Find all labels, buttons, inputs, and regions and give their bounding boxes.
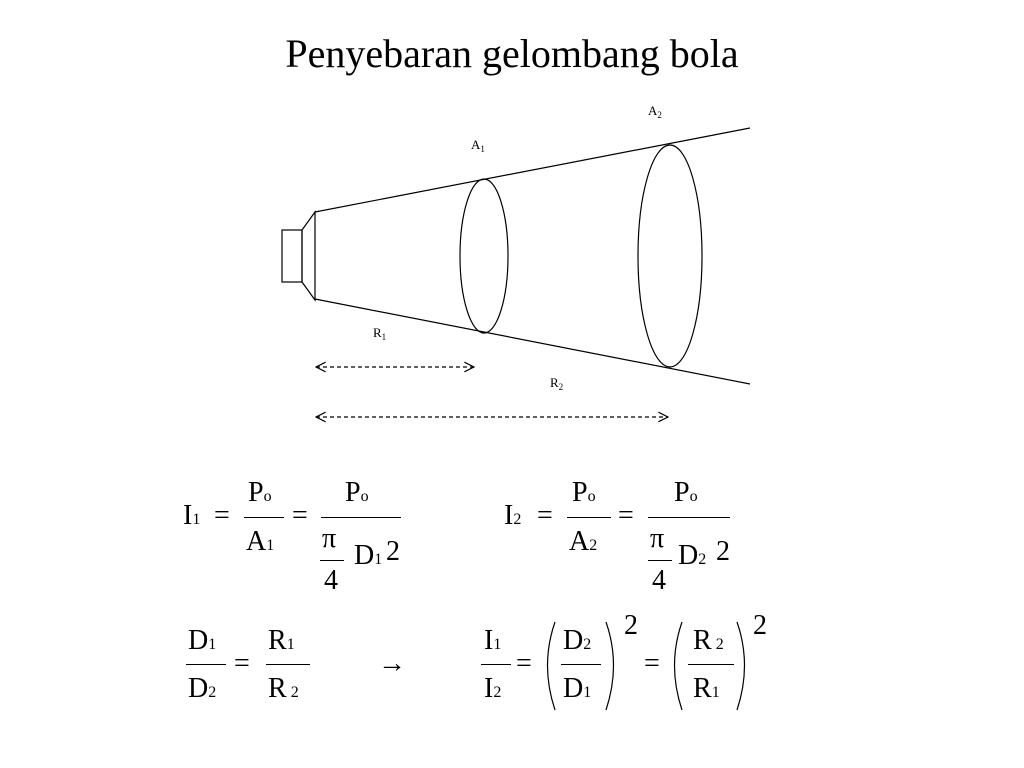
- eq3-r2: R 2: [268, 673, 299, 704]
- cone-upper-line: [315, 128, 750, 212]
- paren-right-1: [606, 622, 614, 710]
- eq4-d2: D2: [563, 625, 592, 656]
- eq4-equals-1: =: [516, 648, 532, 679]
- label-a1: $A_1$: [471, 137, 485, 154]
- cone-lower-line: [315, 299, 750, 384]
- source-box: [282, 230, 302, 282]
- eq4-i2: I2: [484, 673, 502, 704]
- eq1-d: D1: [354, 540, 383, 571]
- eq2-d: D2: [678, 540, 707, 571]
- eq1-num-2: Po: [345, 477, 369, 508]
- eq1-den-1: A1: [246, 526, 275, 557]
- eq2-exp: 2: [716, 536, 730, 567]
- area-a2-ellipse: [638, 145, 702, 367]
- eq3-frac-line-1: [186, 664, 226, 665]
- eq2-four: 4: [652, 565, 666, 596]
- eq1-exp: 2: [386, 536, 400, 567]
- eq1-pi-frac-line: [320, 560, 344, 561]
- eq3-d2: D2: [188, 673, 217, 704]
- eq4-d1: D1: [563, 673, 592, 704]
- eq4-exp-1: 2: [624, 610, 638, 641]
- eq4-equals-2: =: [644, 648, 660, 679]
- eq2-num-2: Po: [674, 477, 698, 508]
- paren-right-2: [737, 622, 745, 710]
- label-r1: $R_1$: [373, 325, 387, 342]
- eq4-exp-2: 2: [753, 610, 767, 641]
- eq1-frac-line-1: [244, 517, 284, 518]
- eq3-r1: R1: [268, 625, 295, 656]
- eq1-i: I1: [183, 500, 201, 531]
- eq1-num-1: Po: [248, 477, 272, 508]
- paren-left-2: [675, 622, 683, 710]
- eq1-equals-2: =: [292, 500, 308, 531]
- eq2-equals-1: =: [537, 500, 553, 531]
- eq1-equals-1: =: [214, 500, 230, 531]
- label-r2: $R_2$: [550, 375, 564, 392]
- area-a1-ellipse: [460, 179, 508, 333]
- eq4-frac-line-1: [481, 664, 511, 665]
- implies-arrow: →: [378, 648, 406, 679]
- paren-left-1: [548, 622, 556, 710]
- eq3-equals: =: [234, 648, 250, 679]
- eq4-i1: I1: [484, 625, 502, 656]
- eq4-r1: R1: [693, 673, 720, 704]
- eq2-i: I2: [504, 500, 522, 531]
- eq1-frac-line-2: [321, 517, 401, 518]
- eq4-frac-line-3: [688, 664, 734, 665]
- eq3-d1: D1: [188, 625, 217, 656]
- source-horn: [302, 212, 315, 300]
- eq2-equals-2: =: [618, 500, 634, 531]
- eq1-pi: π: [322, 523, 337, 554]
- eq2-pi-frac-line: [648, 560, 672, 561]
- eq3-frac-line-2: [266, 664, 310, 665]
- eq4-frac-line-2: [561, 664, 601, 665]
- eq2-num-1: Po: [572, 477, 596, 508]
- eq2-frac-line-1: [567, 517, 611, 518]
- label-a2: $A_2$: [648, 103, 662, 120]
- eq2-frac-line-2: [648, 517, 730, 518]
- page-title: Penyebaran gelombang bola: [285, 31, 739, 76]
- eq4-r2: R 2: [693, 625, 724, 656]
- eq2-den-1: A2: [569, 526, 598, 557]
- eq1-four: 4: [324, 565, 338, 596]
- eq2-pi: π: [650, 523, 665, 554]
